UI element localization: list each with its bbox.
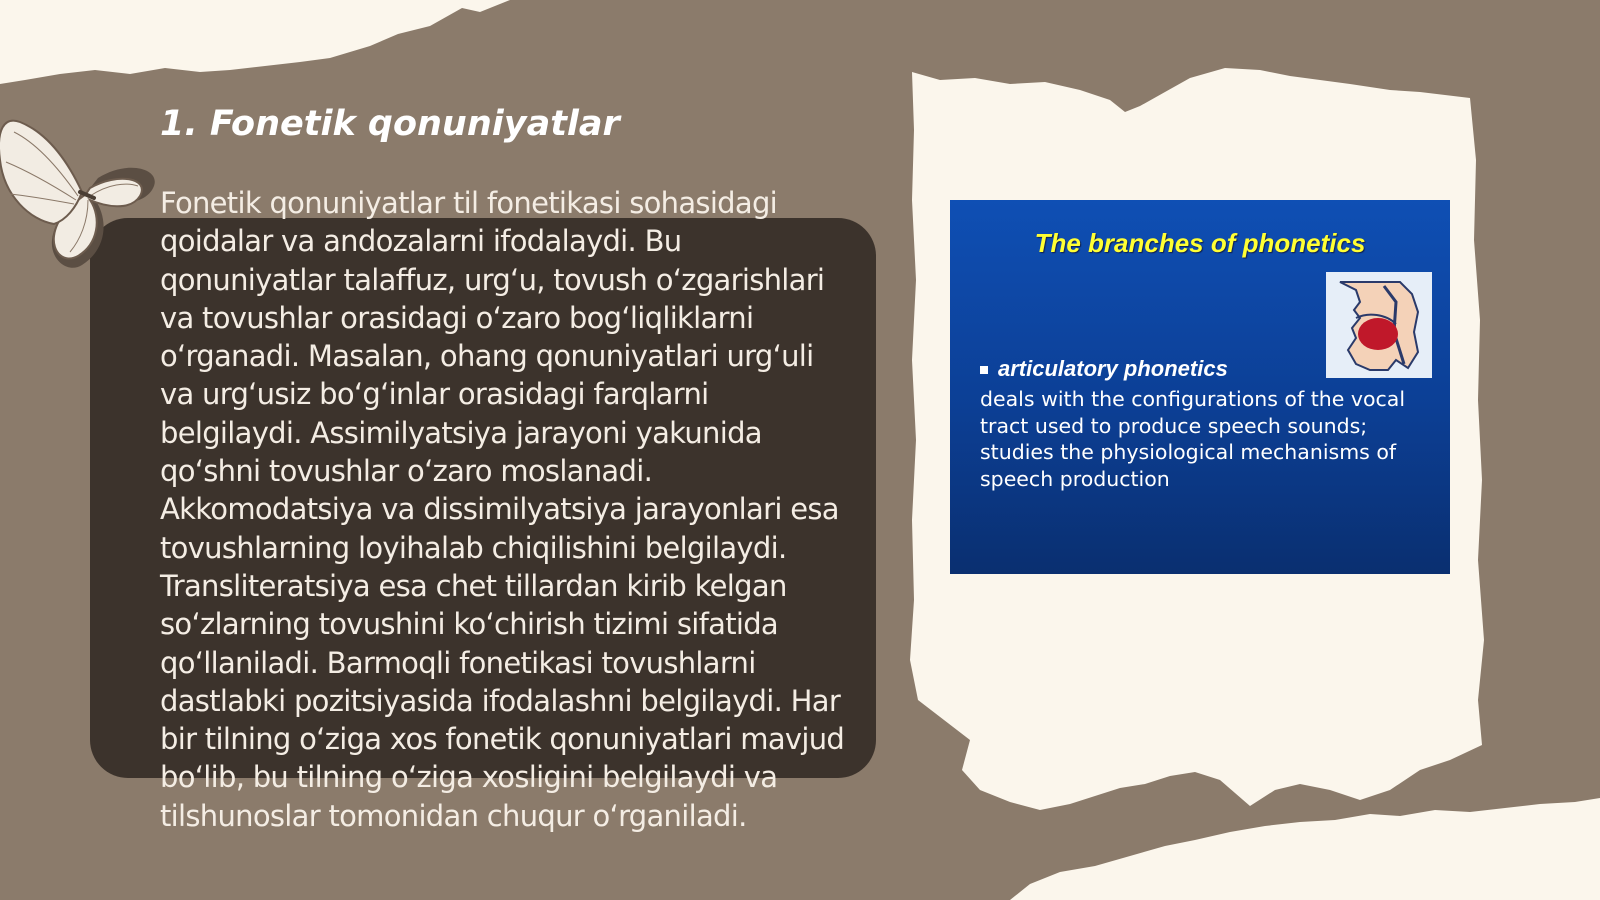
- slide-title: The branches of phonetics: [1034, 228, 1366, 258]
- vocal-tract-icon: [1326, 272, 1432, 378]
- torn-paper-bottom-right: [1010, 798, 1600, 900]
- section-title: 1. Fonetik qonuniyatlar: [160, 104, 620, 144]
- butterfly-icon: [0, 100, 170, 280]
- phonetics-slide-image: [950, 200, 1450, 574]
- slide-description: deals with the configurations of the vocal tract used to produce speech sounds; studies the physiological mechanisms of speech production: [980, 387, 1406, 491]
- section-body: Fonetik qonuniyatlar til fonetikasi sohasidagi qoidalar va andozalarni ifodalaydi. Bu qonuniyatlar talaffuz, urg‘u, tovush o‘zgarishlari va tovushlar orasidagi o‘zaro bog‘liqliklarni o‘rganadi. Masalan, ohang qonuniyatlari urg‘uli va urg‘usiz bo‘g‘inlar orasidagi farqlarni belgilaydi. Assimilyatsiya jarayoni yakunida qo‘shni tovushlar o‘zaro moslanadi. Akkomodatsiya va dissimilyatsiya jarayonlari esa tovushlarning loyihalab chiqilishini belgilaydi. Transliteratsiya esa chet tillardan kirib kelgan so‘zlarning tovushini ko‘chirish tizimi sifatida qo‘llaniladi. Barmoqli fonetikasi tovushlarni dastlabki pozitsiyasida ifodalashni belgilaydi. Har bir tilning o‘ziga xos fonetik qonuniyatlari mavjud bo‘lib, bu tilning o‘ziga xosligini belgilaydi va tilshunoslar tomonidan chuqur o‘rganiladi.: [160, 186, 845, 833]
- torn-paper-top-left: [0, 0, 510, 84]
- bullet-square-icon: [980, 366, 988, 374]
- slide-bullet: [980, 356, 1228, 382]
- slide-bullet-text: articulatory phonetics: [998, 356, 1228, 381]
